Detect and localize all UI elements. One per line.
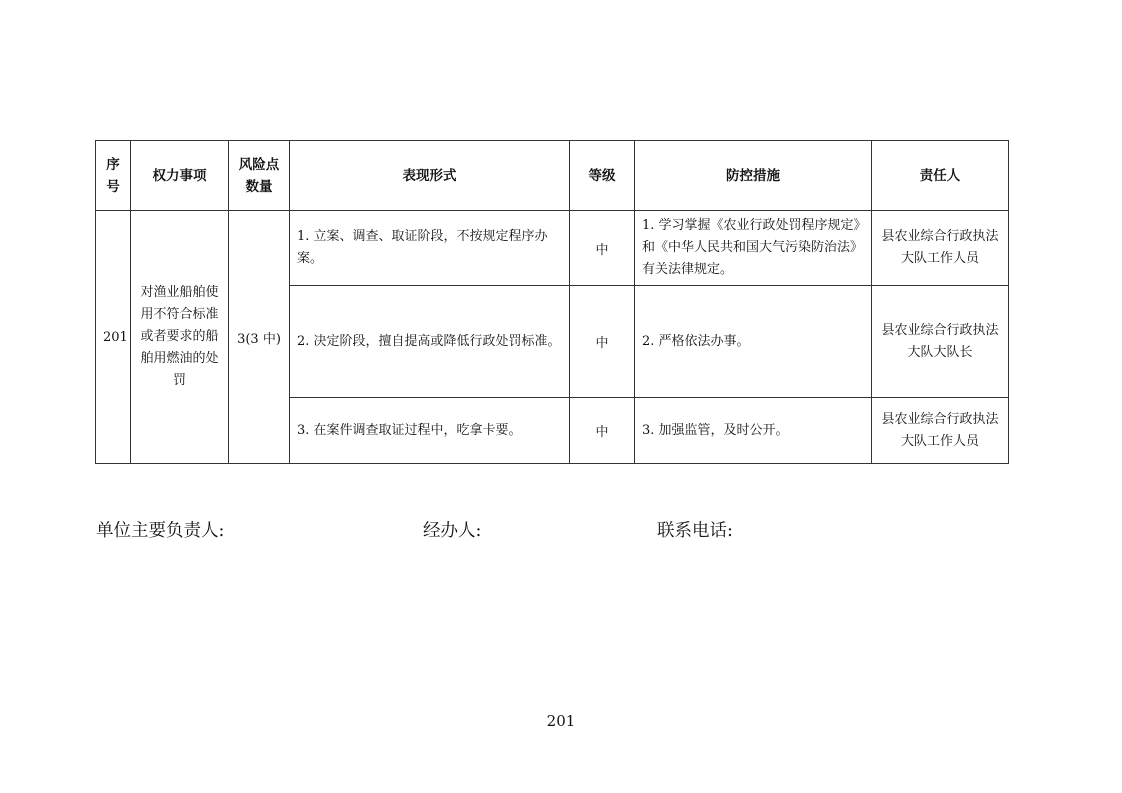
level-cell: 中 bbox=[570, 286, 635, 398]
phone-label: 联系电话: bbox=[657, 521, 733, 541]
measure-cell: 2. 严格依法办事。 bbox=[635, 286, 872, 398]
form-cell: 2. 决定阶段，擅自提高或降低行政处罚标准。 bbox=[290, 286, 570, 398]
risk-count-cell: 3(3 中) bbox=[229, 211, 290, 464]
table-row bbox=[96, 211, 1009, 286]
owner-cell: 县农业综合行政执法大队工作人员 bbox=[872, 211, 1009, 286]
level-cell: 中 bbox=[570, 211, 635, 286]
handler-label: 经办人: bbox=[423, 521, 482, 541]
principal-label: 单位主要负责人: bbox=[96, 521, 225, 541]
header-row bbox=[96, 141, 1009, 211]
page-number: 201 bbox=[546, 712, 576, 730]
form-cell: 1. 立案、调查、取证阶段，不按规定程序办案。 bbox=[290, 211, 570, 286]
measure-cell: 1. 学习掌握《农业行政处罚程序规定》和《中华人民共和国大气污染防治法》有关法律规定。 bbox=[635, 211, 872, 286]
item-cell: 对渔业船舶使用不符合标准或者要求的船舶用燃油的处罚 bbox=[131, 211, 229, 464]
header-risk-count: 风险点数量 bbox=[229, 141, 290, 211]
header-owner: 责任人 bbox=[872, 141, 1009, 211]
owner-cell: 县农业综合行政执法大队工作人员 bbox=[872, 398, 1009, 464]
seq-cell: 201 bbox=[96, 211, 131, 464]
form-cell: 3. 在案件调查取证过程中，吃拿卡要。 bbox=[290, 398, 570, 464]
level-cell: 中 bbox=[570, 398, 635, 464]
header-form: 表现形式 bbox=[290, 141, 570, 211]
header-level: 等级 bbox=[570, 141, 635, 211]
header-seq: 序号 bbox=[96, 141, 131, 211]
measure-cell: 3. 加强监管，及时公开。 bbox=[635, 398, 872, 464]
header-item: 权力事项 bbox=[131, 141, 229, 211]
header-measures: 防控措施 bbox=[635, 141, 872, 211]
risk-table bbox=[95, 140, 1009, 464]
owner-cell: 县农业综合行政执法大队大队长 bbox=[872, 286, 1009, 398]
